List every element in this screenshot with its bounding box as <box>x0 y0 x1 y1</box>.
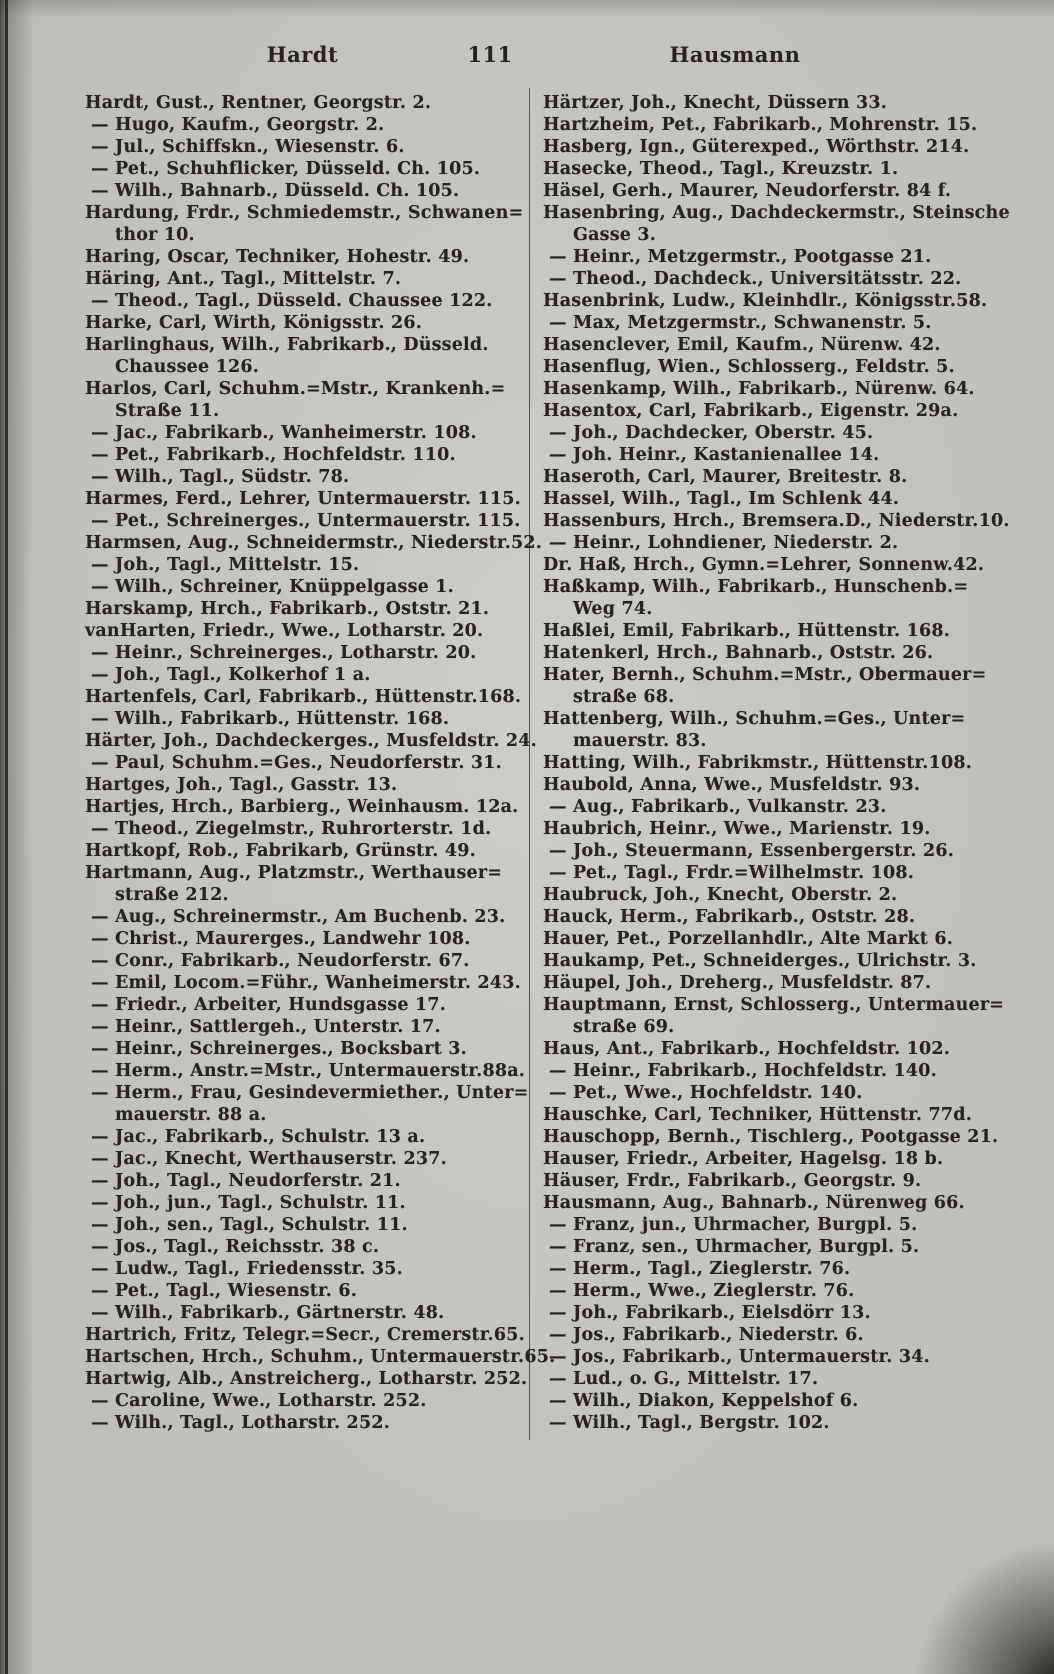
directory-line: Hasenflug, Wien., Schlosserg., Feldstr. 5. <box>543 357 955 377</box>
directory-line: Hattenberg, Wilh., Schuhm.=Ges., Unter= <box>543 709 966 729</box>
directory-line: — Jac., Knecht, Werthauserstr. 237. <box>91 1149 447 1169</box>
directory-line: Hartjes, Hrch., Barbierg., Weinhausm. 12a. <box>85 797 519 817</box>
directory-line: Härtzer, Joh., Knecht, Düssern 33. <box>543 93 888 113</box>
page-number: 111 <box>467 42 513 67</box>
directory-line: straße 68. <box>573 687 675 707</box>
directory-line: Straße 11. <box>115 401 220 421</box>
directory-line: — Aug., Fabrikarb., Vulkanstr. 23. <box>549 797 887 817</box>
directory-line: Häring, Ant., Tagl., Mittelstr. 7. <box>85 269 402 289</box>
directory-line: Hartges, Joh., Tagl., Gasstr. 13. <box>85 775 398 795</box>
directory-line: Hasberg, Ign., Güterexped., Wörthstr. 214. <box>543 137 970 157</box>
directory-line: Hardung, Frdr., Schmiedemstr., Schwanen= <box>85 203 524 223</box>
directory-line: — Heinr., Fabrikarb., Hochfeldstr. 140. <box>549 1061 937 1081</box>
directory-line: Haßlei, Emil, Fabrikarb., Hüttenstr. 168. <box>543 621 951 641</box>
directory-line: Harlos, Carl, Schuhm.=Mstr., Krankenh.= <box>85 379 506 399</box>
directory-line: — Pet., Tagl., Wiesenstr. 6. <box>91 1281 358 1301</box>
directory-line: Hasenbrink, Ludw., Kleinhdlr., Königsstr.58. <box>543 291 988 311</box>
directory-line: Hartschen, Hrch., Schuhm., Untermauerstr.65. <box>85 1347 556 1367</box>
directory-line: Hardt, Gust., Rentner, Georgstr. 2. <box>85 93 432 113</box>
directory-line: straße 212. <box>115 885 229 905</box>
directory-line: — Theod., Dachdeck., Universitätsstr. 22. <box>549 269 962 289</box>
directory-line: Häsel, Gerh., Maurer, Neudorferstr. 84 f. <box>543 181 952 201</box>
directory-line: Harmsen, Aug., Schneidermstr., Niederstr.52. <box>85 533 543 553</box>
header-keyword-right: Hausmann <box>669 42 801 67</box>
directory-line: — Heinr., Metzgermstr., Pootgasse 21. <box>549 247 932 267</box>
directory-line: — Jac., Fabrikarb., Wanheimerstr. 108. <box>91 423 477 443</box>
directory-line: Hauptmann, Ernst, Schlosserg., Untermauer= <box>543 995 1005 1015</box>
directory-line: — Herm., Anstr.=Mstr., Untermauerstr.88a. <box>91 1061 526 1081</box>
directory-line: — Friedr., Arbeiter, Hundsgasse 17. <box>91 995 447 1015</box>
directory-line: Hasenkamp, Wilh., Fabrikarb., Nürenw. 64. <box>543 379 975 399</box>
directory-line: Harlinghaus, Wilh., Fabrikarb., Düsseld. <box>85 335 489 355</box>
directory-line: Härter, Joh., Dachdeckerges., Musfeldstr. 24. <box>85 731 537 751</box>
directory-line: Hauschke, Carl, Techniker, Hüttenstr. 77d. <box>543 1105 972 1125</box>
directory-line: — Joh., sen., Tagl., Schulstr. 11. <box>91 1215 408 1235</box>
directory-line: Hasentox, Carl, Fabrikarb., Eigenstr. 29a. <box>543 401 959 421</box>
directory-line: — Wilh., Fabrikarb., Hüttenstr. 168. <box>91 709 450 729</box>
directory-line: mauerstr. 83. <box>573 731 707 751</box>
directory-line: Hatenkerl, Hrch., Bahnarb., Oststr. 26. <box>543 643 934 663</box>
directory-line: — Ludw., Tagl., Friedensstr. 35. <box>91 1259 403 1279</box>
directory-line: — Lud., o. G., Mittelstr. 17. <box>549 1369 819 1389</box>
directory-line: Hauck, Herm., Fabrikarb., Oststr. 28. <box>543 907 916 927</box>
directory-line: — Joh., Tagl., Neudorferstr. 21. <box>91 1171 401 1191</box>
directory-line: — Hugo, Kaufm., Georgstr. 2. <box>91 115 385 135</box>
directory-line: Hartrich, Fritz, Telegr.=Secr., Cremerstr.65. <box>85 1325 525 1345</box>
directory-line: — Pet., Schreinerges., Untermauerstr. 115. <box>91 511 521 531</box>
directory-line: Hassenburs, Hrch., Bremsera.D., Niederstr.10. <box>543 511 1010 531</box>
directory-line: Hasecke, Theod., Tagl., Kreuzstr. 1. <box>543 159 899 179</box>
directory-line: — Emil, Locom.=Führ., Wanheimerstr. 243. <box>91 973 521 993</box>
directory-line: — Wilh., Schreiner, Knüppelgasse 1. <box>91 577 454 597</box>
directory-line: Hartmann, Aug., Platzmstr., Werthauser= <box>85 863 503 883</box>
directory-line: — Paul, Schuhm.=Ges., Neudorferstr. 31. <box>91 753 502 773</box>
directory-line: — Herm., Wwe., Zieglerstr. 76. <box>549 1281 855 1301</box>
directory-line: straße 69. <box>573 1017 675 1037</box>
directory-line: — Aug., Schreinermstr., Am Buchenb. 23. <box>91 907 506 927</box>
directory-line: — Wilh., Fabrikarb., Gärtnerstr. 48. <box>91 1303 445 1323</box>
directory-line: — Theod., Tagl., Düsseld. Chaussee 122. <box>91 291 493 311</box>
directory-line: Hater, Bernh., Schuhm.=Mstr., Obermauer= <box>543 665 987 685</box>
column-right <box>543 92 1010 1434</box>
directory-line: — Jos., Fabrikarb., Niederstr. 6. <box>549 1325 864 1345</box>
directory-line: — Christ., Maurerges., Landwehr 108. <box>91 929 471 949</box>
directory-line: Hartwig, Alb., Anstreicherg., Lotharstr. 252. <box>85 1369 528 1389</box>
directory-line: Häuser, Frdr., Fabrikarb., Georgstr. 9. <box>543 1171 922 1191</box>
directory-line: Hatting, Wilh., Fabrikmstr., Hüttenstr.108. <box>543 753 973 773</box>
directory-line: — Caroline, Wwe., Lotharstr. 252. <box>91 1391 427 1411</box>
book-gutter-shadow <box>5 0 8 1674</box>
directory-line: Hartzheim, Pet., Fabrikarb., Mohrenstr. 15. <box>543 115 978 135</box>
directory-line: Hauschopp, Bernh., Tischlerg., Pootgasse 21. <box>543 1127 999 1147</box>
directory-line: — Max, Metzgermstr., Schwanenstr. 5. <box>549 313 932 333</box>
directory-line: — Wilh., Tagl., Lotharstr. 252. <box>91 1413 390 1433</box>
directory-line: — Herm., Tagl., Zieglerstr. 76. <box>549 1259 851 1279</box>
directory-line: Hasenclever, Emil, Kaufm., Nürenw. 42. <box>543 335 941 355</box>
directory-line: Haukamp, Pet., Schneiderges., Ulrichstr. 3. <box>543 951 977 971</box>
directory-line: vanHarten, Friedr., Wwe., Lotharstr. 20. <box>85 621 484 641</box>
directory-line: — Jos., Tagl., Reichsstr. 38 c. <box>91 1237 380 1257</box>
directory-line: — Joh., Steuermann, Essenbergerstr. 26. <box>549 841 955 861</box>
directory-line: — Heinr., Lohndiener, Niederstr. 2. <box>549 533 899 553</box>
directory-line: — Pet., Wwe., Hochfeldstr. 140. <box>549 1083 863 1103</box>
directory-line: Harmes, Ferd., Lehrer, Untermauerstr. 115. <box>85 489 521 509</box>
directory-line: — Pet., Schuhflicker, Düsseld. Ch. 105. <box>91 159 481 179</box>
directory-line: — Heinr., Schreinerges., Lotharstr. 20. <box>91 643 477 663</box>
directory-line: Dr. Haß, Hrch., Gymn.=Lehrer, Sonnenw.42. <box>543 555 985 575</box>
directory-line: Weg 74. <box>573 599 653 619</box>
directory-line: — Jac., Fabrikarb., Schulstr. 13 a. <box>91 1127 426 1147</box>
directory-line: thor 10. <box>115 225 195 245</box>
directory-line: Haring, Oscar, Techniker, Hohestr. 49. <box>85 247 470 267</box>
directory-line: Harke, Carl, Wirth, Königsstr. 26. <box>85 313 423 333</box>
directory-line: — Franz, jun., Uhrmacher, Burgpl. 5. <box>549 1215 918 1235</box>
directory-line: — Joh., Tagl., Kolkerhof 1 a. <box>91 665 371 685</box>
directory-line: Häupel, Joh., Dreherg., Musfeldstr. 87. <box>543 973 932 993</box>
directory-line: Hasenbring, Aug., Dachdeckermstr., Steinsche <box>543 203 1010 223</box>
directory-line: Haus, Ant., Fabrikarb., Hochfeldstr. 102. <box>543 1039 951 1059</box>
directory-line: Haubrich, Heinr., Wwe., Marienstr. 19. <box>543 819 931 839</box>
directory-line: Hassel, Wilh., Tagl., Im Schlenk 44. <box>543 489 900 509</box>
directory-line: Hartenfels, Carl, Fabrikarb., Hüttenstr.168. <box>85 687 522 707</box>
directory-line: Gasse 3. <box>573 225 657 245</box>
directory-line: — Wilh., Tagl., Südstr. 78. <box>91 467 350 487</box>
directory-line: — Pet., Tagl., Frdr.=Wilhelmstr. 108. <box>549 863 914 883</box>
directory-line: — Conr., Fabrikarb., Neudorferstr. 67. <box>91 951 470 971</box>
directory-line: Hartkopf, Rob., Fabrikarb, Grünstr. 49. <box>85 841 476 861</box>
directory-line: — Joh., jun., Tagl., Schulstr. 11. <box>91 1193 406 1213</box>
directory-line: — Wilh., Diakon, Keppelshof 6. <box>549 1391 859 1411</box>
directory-line: — Wilh., Bahnarb., Düsseld. Ch. 105. <box>91 181 460 201</box>
directory-line: Haubold, Anna, Wwe., Musfeldstr. 93. <box>543 775 921 795</box>
directory-line: — Wilh., Tagl., Bergstr. 102. <box>549 1413 830 1433</box>
directory-line: Hauser, Friedr., Arbeiter, Hagelsg. 18 b. <box>543 1149 944 1169</box>
directory-line: Haubruck, Joh., Knecht, Oberstr. 2. <box>543 885 898 905</box>
directory-line: — Joh. Heinr., Kastanienallee 14. <box>549 445 880 465</box>
header-keyword-left: Hardt <box>266 42 339 67</box>
directory-line: — Joh., Dachdecker, Oberstr. 45. <box>549 423 874 443</box>
directory-line: Harskamp, Hrch., Fabrikarb., Oststr. 21. <box>85 599 490 619</box>
directory-line: Haseroth, Carl, Maurer, Breitestr. 8. <box>543 467 908 487</box>
directory-line: — Theod., Ziegelmstr., Ruhrorterstr. 1d. <box>91 819 492 839</box>
directory-line: — Heinr., Sattlergeh., Unterstr. 17. <box>91 1017 441 1037</box>
page-header <box>0 42 1054 72</box>
directory-line: Chaussee 126. <box>115 357 260 377</box>
directory-line: Hauer, Pet., Porzellanhdlr., Alte Markt 6. <box>543 929 953 949</box>
directory-line: Haßkamp, Wilh., Fabrikarb., Hunschenb.= <box>543 577 969 597</box>
directory-line: — Jos., Fabrikarb., Untermauerstr. 34. <box>549 1347 930 1367</box>
directory-line: — Franz, sen., Uhrmacher, Burgpl. 5. <box>549 1237 920 1257</box>
directory-line: — Pet., Fabrikarb., Hochfeldstr. 110. <box>91 445 456 465</box>
directory-line: — Heinr., Schreinerges., Bocksbart 3. <box>91 1039 467 1059</box>
directory-line: Hausmann, Aug., Bahnarb., Nürenweg 66. <box>543 1193 965 1213</box>
directory-line: — Jul., Schiffskn., Wiesenstr. 6. <box>91 137 405 157</box>
directory-line: mauerstr. 88 a. <box>115 1105 267 1125</box>
column-left <box>85 92 555 1434</box>
directory-line: — Joh., Fabrikarb., Eielsdörr 13. <box>549 1303 871 1323</box>
directory-line: — Joh., Tagl., Mittelstr. 15. <box>91 555 360 575</box>
directory-line: — Herm., Frau, Gesindevermiether., Unter= <box>91 1083 529 1103</box>
